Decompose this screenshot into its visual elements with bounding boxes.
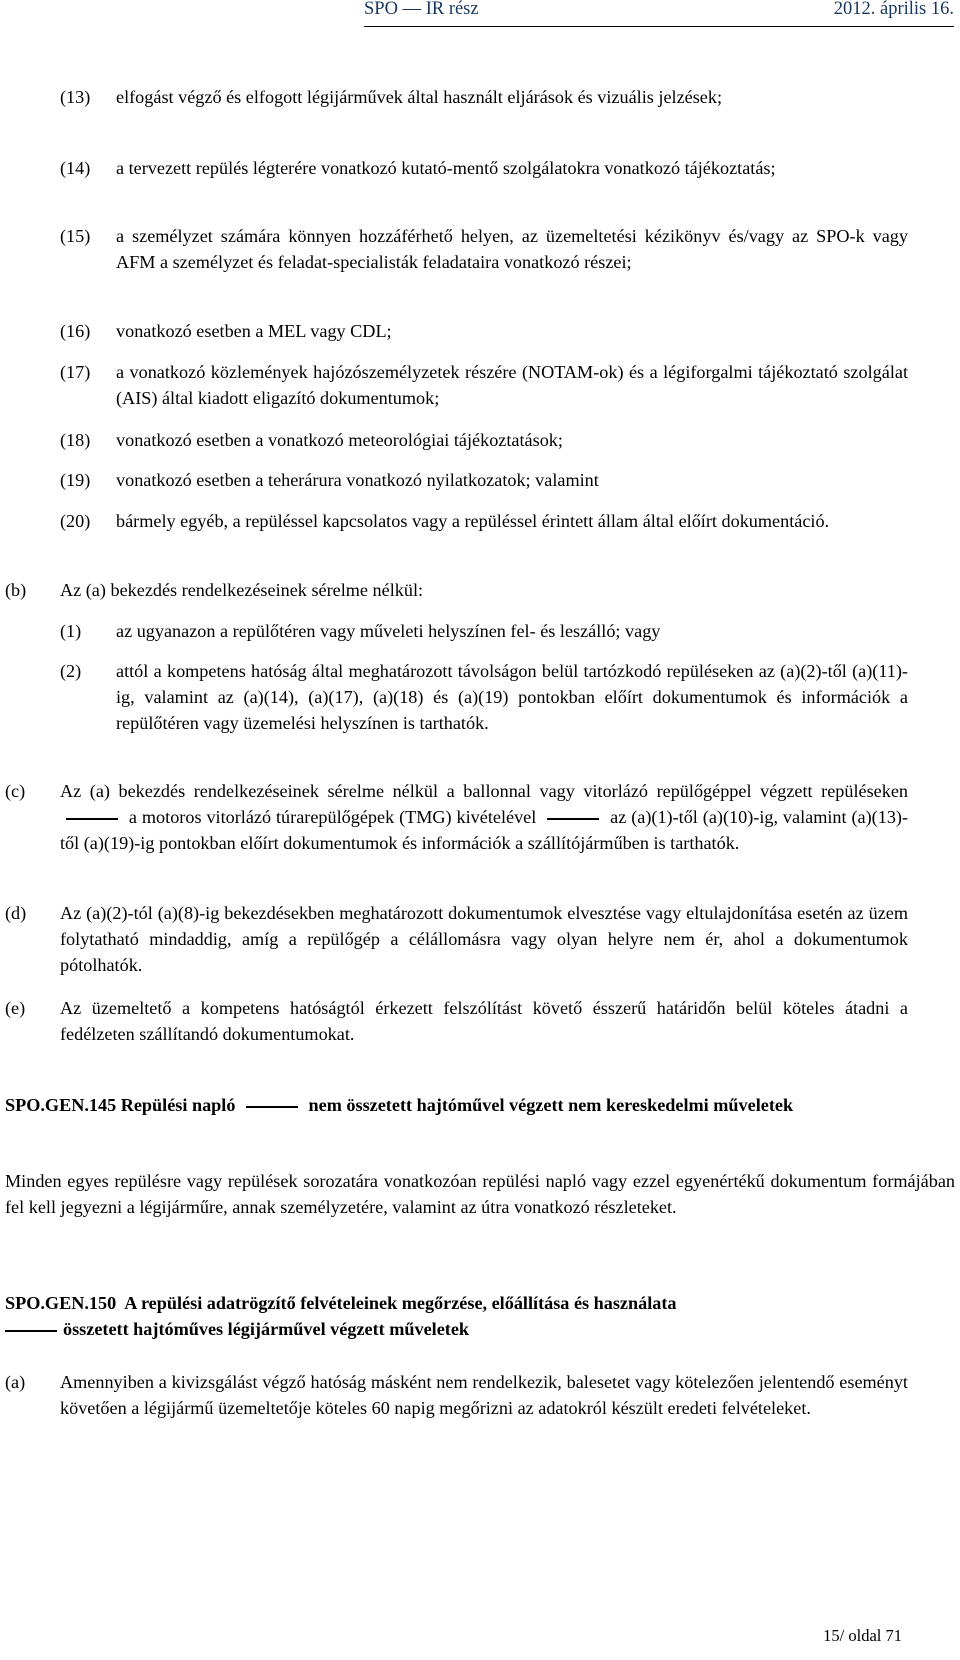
list-item-16 <box>60 318 908 344</box>
header-date: 2012. április 16. <box>833 0 954 19</box>
list-item-19 <box>60 467 908 493</box>
em-dash <box>5 1330 57 1332</box>
list-item-17 <box>60 359 908 411</box>
page-header <box>364 0 954 27</box>
section-code: SPO.GEN.145 <box>5 1095 117 1115</box>
paragraph-b <box>5 577 908 603</box>
list-item-text: vonatkozó esetben a teherárura vonatkozó nyilatkozatok; valamint <box>116 470 599 490</box>
paragraph-label: (d) <box>5 903 27 923</box>
paragraph-text-part-1: Az (a) bekezdés rendelkezéseinek sérelme nélkül a ballonnal vagy vitorlázó repülőgéppel végzett repüléseken <box>60 781 908 801</box>
list-item-20 <box>60 508 908 534</box>
list-item-13 <box>60 84 908 110</box>
paragraph-e <box>5 995 908 1047</box>
section-heading-145 <box>5 1092 955 1118</box>
list-item-text: a vonatkozó közlemények hajózószemélyzetek részére (NOTAM-ok) és a légiforgalmi tájékoztató szolgálat (AIS) által kiadott eligazító dokumentumok; <box>116 362 908 408</box>
section-title-part-1: A repülési adatrögzítő felvételeinek megőrzése, előállítása és használata <box>124 1293 677 1313</box>
section-title-part-2: nem összetett hajtóművel végzett nem kereskedelmi műveletek <box>308 1095 794 1115</box>
list-item-text: a tervezett repülés légterére vonatkozó kutató-mentő szolgálatokra vonatkozó tájékoztatás; <box>116 158 776 178</box>
list-item-text: attól a kompetens hatóság által meghatározott távolságon belül tartózkodó repüléseken az (a)(2)-től (a)(11)-ig, valamint az (a)(14), (a)(17), (a)(18) és (a)(19) pontokban előírt dokumentumok és információk a repülőtéren vagy üzemelési helyszínen is tarthatók. <box>116 661 908 733</box>
list-item-number: (2) <box>60 661 82 681</box>
list-item-14 <box>60 155 908 181</box>
list-item-text: bármely egyéb, a repüléssel kapcsolatos vagy a repüléssel érintett állam által előírt dokumentáció. <box>116 511 830 531</box>
list-item-number: (14) <box>60 158 91 178</box>
paragraph-text-part-3: az (a)(1)-től (a)(10)-ig, valamint (a)(13)-től (a)(19)-ig pontokban előírt dokumentumok és információk a szállítójárműben is tarthatók. <box>60 807 909 853</box>
list-item-text: az ugyanazon a repülőtéren vagy műveleti helyszínen fel- és leszálló; vagy <box>116 621 661 641</box>
list-item-number: (1) <box>60 621 82 641</box>
list-item-text: elfogást végző és elfogott légijárművek által használt eljárások és vizuális jelzések; <box>116 87 723 107</box>
paragraph-text: Az (a) bekezdés rendelkezéseinek sérelme nélkül: <box>60 580 424 600</box>
list-item-text: vonatkozó esetben a MEL vagy CDL; <box>116 321 392 341</box>
paragraph-label: (b) <box>5 580 27 600</box>
paragraph-b-item-1 <box>60 618 908 644</box>
list-item-number: (15) <box>60 226 91 246</box>
paragraph-text: Az (a)(2)-tól (a)(8)-ig bekezdésekben meghatározott dokumentumok elvesztése vagy eltulajdonítása esetén az üzem folytatható mindaddig, amíg a repülőgép a célállomásra vagy olyan helyre nem ér, ahol a dokumentumok pótolhatók. <box>60 903 908 975</box>
section-code: SPO.GEN.150 <box>5 1293 117 1313</box>
list-item-number: (16) <box>60 321 91 341</box>
page-number: 15/ oldal 71 <box>823 1626 902 1645</box>
section-150-item-a <box>5 1369 908 1421</box>
list-item-text: a személyzet számára könnyen hozzáférhető helyen, az üzemeltetési kézikönyv és/vagy az SPO-k vagy AFM a személyzet és feladat-specialisták feladataira vonatkozó részei; <box>116 226 908 272</box>
em-dash <box>66 818 118 820</box>
em-dash <box>547 818 599 820</box>
section-heading-150 <box>5 1290 955 1342</box>
list-item-text: vonatkozó esetben a vonatkozó meteorológiai tájékoztatások; <box>116 430 563 450</box>
list-item-15 <box>60 223 908 275</box>
section-title-part-2: összetett hajtóműves légijárművel végzett műveletek <box>63 1319 470 1339</box>
list-item-number: (20) <box>60 511 91 531</box>
section-145-text: Minden egyes repülésre vagy repülések sorozatára vonatkozóan repülési napló vagy ezzel egyenértékű dokumentum formájában fel kell jegyezni a légijárműre, annak személyzetére, valamint az útra vonatkozó részleteket. <box>5 1171 955 1217</box>
paragraph-label: (c) <box>5 781 26 801</box>
paragraph-c <box>5 778 908 856</box>
paragraph-text: Amennyiben a kivizsgálást végző hatóság másként nem rendelkezik, balesetet vagy kötelezően jelentendő eseményt követően a légijármű üzemeltetője köteles 60 napig megőrizni az adatokról készült eredeti felvételeket. <box>60 1372 908 1418</box>
paragraph-b-item-2 <box>60 658 908 736</box>
list-item-18 <box>60 427 908 453</box>
list-item-number: (19) <box>60 470 91 490</box>
paragraph-d <box>5 900 908 978</box>
paragraph-label: (e) <box>5 998 26 1018</box>
paragraph-text <box>60 778 908 856</box>
list-item-number: (13) <box>60 87 91 107</box>
header-document-title: SPO — IR rész <box>364 0 479 19</box>
list-item-number: (17) <box>60 362 91 382</box>
em-dash <box>246 1106 298 1108</box>
paragraph-text: Az üzemeltető a kompetens hatóságtól érkezett felszólítást követő ésszerű határidőn belül köteles átadni a fedélzeten szállítandó dokumentumokat. <box>60 998 908 1044</box>
list-item-number: (18) <box>60 430 91 450</box>
section-title-part-1: Repülési napló <box>120 1095 236 1115</box>
paragraph-text-part-2: a motoros vitorlázó túrarepülőgépek (TMG) kivételével <box>128 807 537 827</box>
paragraph-label: (a) <box>5 1372 26 1392</box>
